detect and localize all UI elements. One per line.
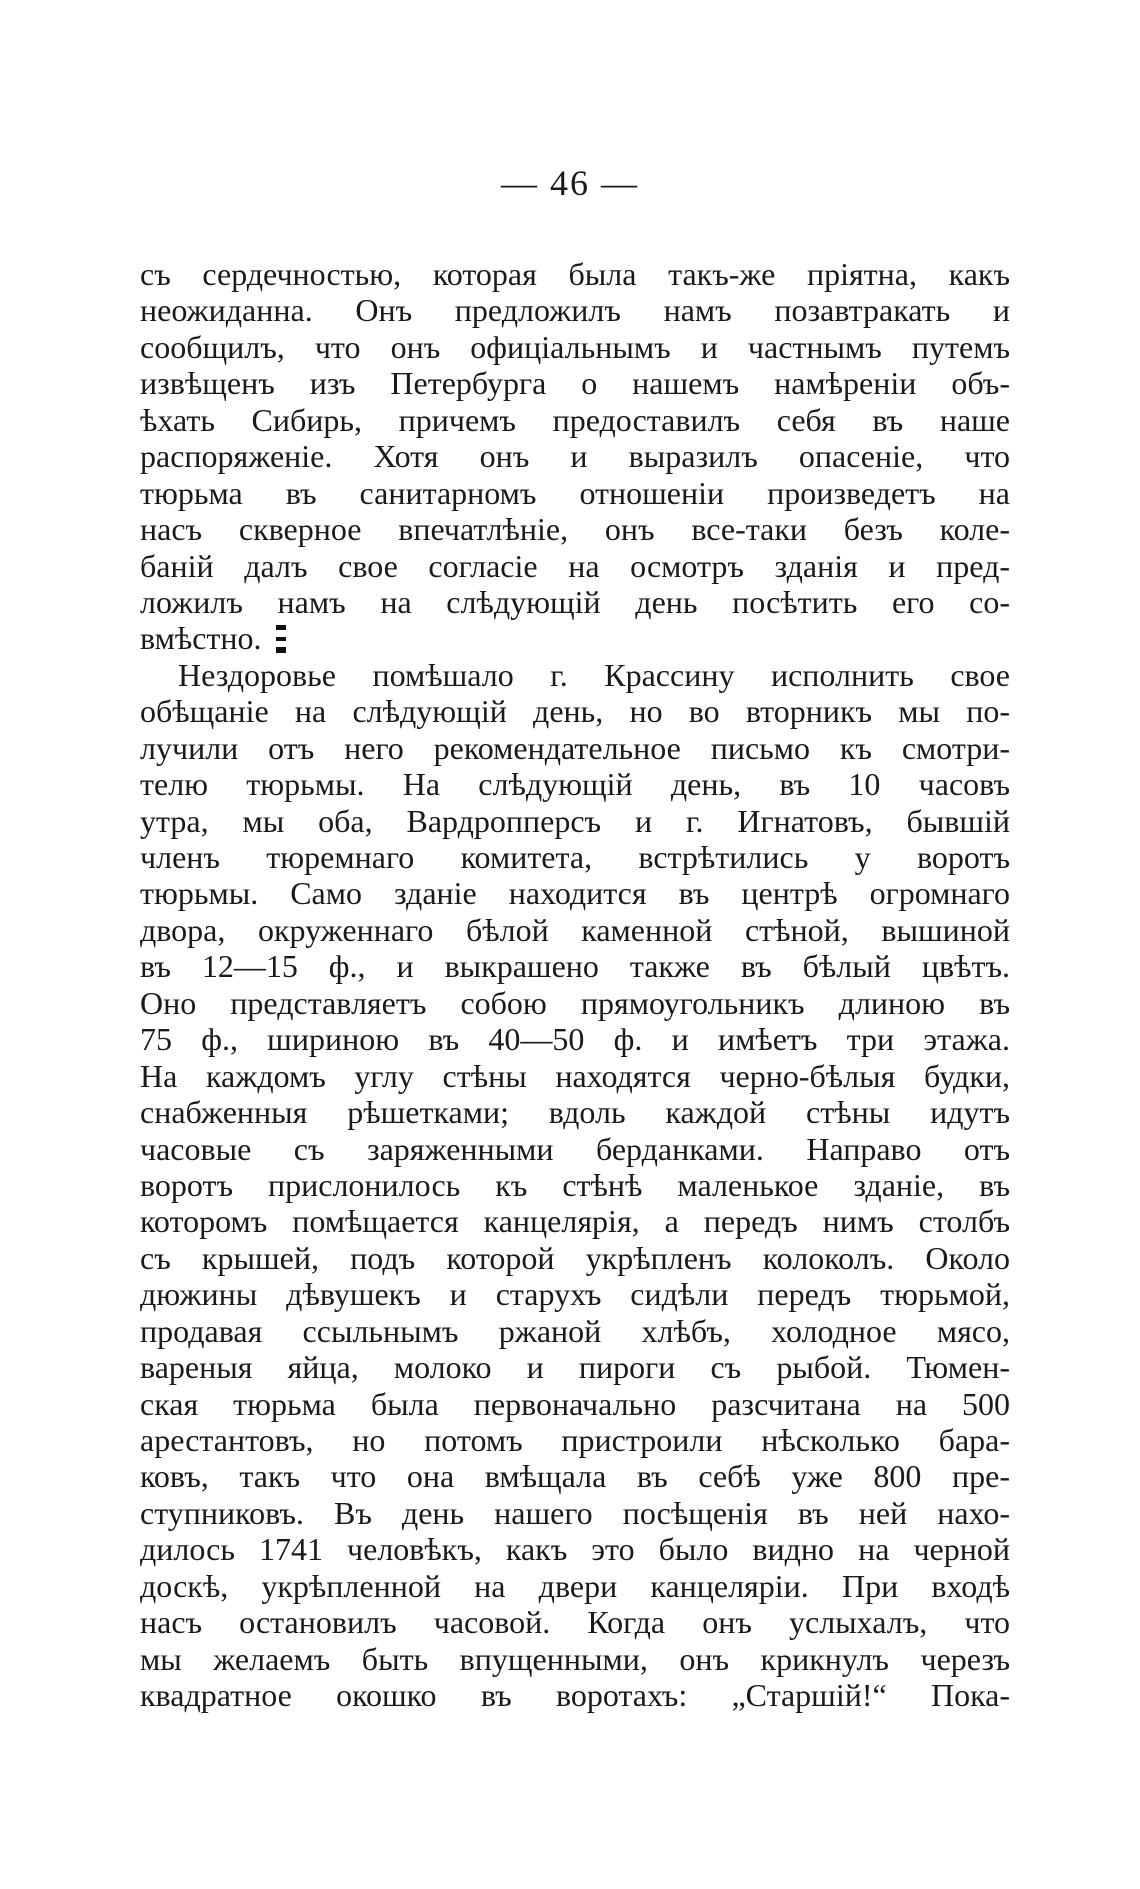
- text-line: лучили отъ него рекомендательное письмо къ смотри-: [140, 729, 1010, 766]
- text-line: снабженныя рѣшетками; вдоль каждой стѣны идутъ: [140, 1094, 1010, 1131]
- text-line: неожиданна. Онъ предложилъ намъ позавтракать и: [140, 292, 1010, 329]
- text-line: членъ тюремнаго комитета, встрѣтились у воротъ: [140, 839, 1010, 875]
- text-line: арестантовъ, но потомъ пристроили нѣсколько бара-: [140, 1422, 1010, 1458]
- text-line: Оно представляетъ собою прямоугольникъ длиною въ: [140, 984, 1010, 1021]
- text-line: ѣхать Сибирь, причемъ предоставилъ себя въ наше: [140, 401, 1010, 438]
- text-line-last: [140, 620, 1010, 656]
- text-line: дилось 1741 человѣкъ, какъ это было видно на черной: [140, 1531, 1010, 1568]
- text-line: насъ скверное впечатлѣніе, онъ все-таки безъ коле-: [140, 511, 1010, 548]
- text-line: ступниковъ. Въ день нашего посѣщенія въ ней нахо-: [140, 1494, 1010, 1531]
- text-line: насъ остановилъ часовой. Когда онъ услыхалъ, что: [140, 1604, 1010, 1641]
- text-line: часовые съ заряженными берданками. Направо отъ: [140, 1130, 1010, 1167]
- text-line: извѣщенъ изъ Петербурга о нашемъ намѣреніи объ-: [140, 365, 1010, 402]
- text-line: сообщилъ, что онъ офиціальнымъ и частнымъ путемъ: [140, 328, 1010, 365]
- text-line: На каждомъ углу стѣны находятся черно-бѣлыя будки,: [140, 1057, 1010, 1094]
- text-line: баній далъ свое согласіе на осмотръ зданія и пред-: [140, 547, 1010, 584]
- text-line: вареныя яйца, молоко и пироги съ рыбой. Тюмен-: [140, 1349, 1010, 1386]
- text-line: съ сердечностью, которая была такъ-же пріятна, какъ: [140, 256, 1010, 292]
- text-line: доскѣ, укрѣпленной на двери канцеляріи. При входѣ: [140, 1567, 1010, 1604]
- text-line: распоряженіе. Хотя онъ и выразилъ опасеніе, что: [140, 438, 1010, 475]
- margin-mark-icon: [276, 625, 286, 653]
- text-line: мы желаемъ быть впущенными, онъ крикнулъ черезъ: [140, 1640, 1010, 1677]
- text-line: ская тюрьма была первоначально разсчитана на 500: [140, 1385, 1010, 1422]
- text-line: ковъ, такъ что она вмѣщала въ себѣ уже 800 пре-: [140, 1458, 1010, 1495]
- text-line: телю тюрьмы. На слѣдующій день, въ 10 часовъ: [140, 766, 1010, 803]
- text-line: которомъ помѣщается канцелярія, а передъ нимъ столбъ: [140, 1203, 1010, 1240]
- text-line: тюрьмы. Само зданіе находится въ центрѣ огромнаго: [140, 875, 1010, 912]
- page-number: — 46 —: [501, 163, 639, 203]
- text-line: воротъ прислонилось къ стѣнѣ маленькое зданіе, въ: [140, 1166, 1010, 1203]
- text-line: двора, окруженнаго бѣлой каменной стѣной, вышиной: [140, 911, 1010, 948]
- text-line: съ крышей, подъ которой укрѣпленъ колоколъ. Около: [140, 1239, 1010, 1276]
- text-line: въ 12—15 ф., и выкрашено также въ бѣлый цвѣтъ.: [140, 948, 1010, 985]
- text-line: тюрьма въ санитарномъ отношеніи произведетъ на: [140, 474, 1010, 511]
- paragraph-1: [140, 256, 1010, 657]
- text-line: ложилъ намъ на слѣдующій день посѣтить его со-: [140, 583, 1010, 620]
- text-line-content: вмѣстно.: [140, 620, 262, 657]
- paragraph-2: [140, 657, 1010, 1714]
- text-line: утра, мы оба, Вардропперсъ и г. Игнатовъ, бывшій: [140, 802, 1010, 839]
- text-line: продавая ссыльнымъ ржаной хлѣбъ, холодное мясо,: [140, 1312, 1010, 1349]
- text-line: дюжины дѣвушекъ и старухъ сидѣли передъ тюрьмой,: [140, 1276, 1010, 1313]
- text-line: квадратное окошко въ воротахъ: „Старшій!“ Пока-: [140, 1677, 1010, 1714]
- text-line: Нездоровье помѣшало г. Крассину исполнить свое: [178, 656, 1010, 693]
- body-text: [140, 256, 1010, 1714]
- text-line: 75 ф., шириною въ 40—50 ф. и имѣетъ три этажа.: [140, 1021, 1010, 1058]
- text-line: обѣщаніе на слѣдующій день, но во вторникъ мы по-: [140, 693, 1010, 730]
